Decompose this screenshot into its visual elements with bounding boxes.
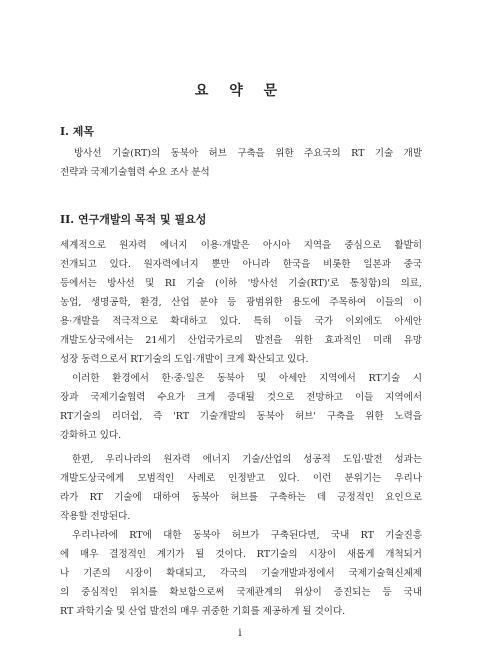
body-line: 개발도상국에게 모범적인 사례로 인정받고 있다. 이런 분위기는 우리나 [60,473,422,484]
body-line: 한편, 우리나라의 원자력 에너지 기술/산업의 성공적 도입·발전 성과는 [72,454,422,465]
body-line: 등에서는 방사선 및 RI 기술 (이하 '방사선 기술(RT)'로 통칭함)의 의료, [60,278,422,289]
body-line: 의 중심적인 위치를 확보함으로써 국제관계의 위상이 증진되는 등 국내 [60,587,422,598]
body-line: 이러한 환경에서 한·중·일은 동북아 및 아세안 지역에서 RT기술 시 [72,373,422,384]
page-number: i [238,628,242,639]
body-line: 성장 동력으로서 RT기술의 도입·개발이 크게 확산되고 있다. [60,354,309,365]
body-line: RT 과학기술 및 산업 발전의 매우 귀중한 기회를 제공하게 될 것이다. [60,606,346,617]
body-line: 세계적으로 원자력 에너지 이용·개발은 아시아 지역을 중심으로 활발히 [60,240,422,251]
section2-heading: II. 연구개발의 목적 및 필요성 [60,213,207,226]
body-line: 나 기존의 시장이 확대되고, 각국의 기술개발과정에서 국제기술혁신체제 [60,568,422,579]
section1-line: 전략과 국제기술협력 수요 조사 분석 [60,167,210,178]
body-line: 개발도상국에서는 21세기 산업국가로의 발전을 위한 효과적인 미래 유망 [60,335,422,346]
body-line: 작용할 전망된다. [60,511,131,522]
body-line: RT기술의 리더쉽, 즉 'RT 기술개발의 동북아 허브' 구축을 위한 노력을 [60,411,422,422]
body-line: 에 매우 결정적인 계기가 될 것이다. RT기술의 시장이 새롭게 개척되거 [60,549,422,560]
section1-heading: I. 제목 [60,125,95,138]
body-line: 장과 국제기술협력 수요가 크게 증대될 것으로 전망하고 이들 지역에서 [60,392,422,403]
section1-line: 방사선 기술(RT)의 동북아 허브 구축을 위한 주요국의 RT 기술 개발 [74,148,422,159]
body-line: 라가 RT 기술에 대하여 동북아 허브를 구축하는 데 긍정적인 요인으로 [60,492,422,503]
body-line: 강화하고 있다. [60,430,122,441]
document-title: 요 약 문 [194,83,286,99]
body-line: 우리나라에 RT에 대한 동북아 허브가 구축된다면, 국내 RT 기술진흥 [72,530,422,541]
body-line: 농업, 생명공학, 환경, 산업 분야 등 광범위한 용도에 주목하여 이들의 이 [60,297,422,308]
body-line: 용·개발을 적극적으로 확대하고 있다. 특히 이들 국가 이외에도 아세안 [60,316,422,327]
body-line: 전개되고 있다. 원자력에너지 뿐만 아니라 한국을 비롯한 일본과 중국 [60,259,422,270]
